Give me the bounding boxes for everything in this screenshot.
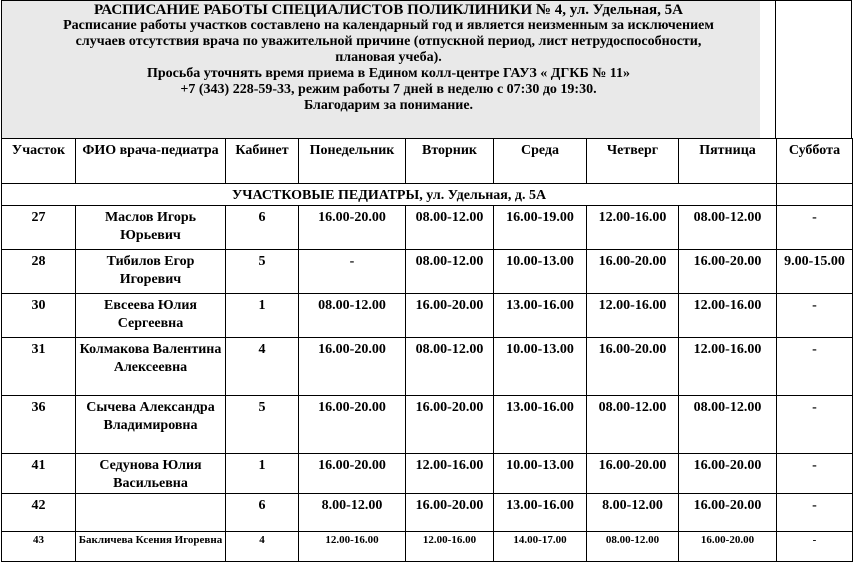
doctor-name-cell: Колмакова Валентина Алексеевна (76, 338, 226, 396)
monday-cell: 16.00-20.00 (299, 206, 406, 250)
table-row (2, 206, 853, 250)
uchastok-cell: 30 (2, 294, 76, 338)
uchastok-cell: 41 (2, 454, 76, 494)
uchastok-cell: 43 (2, 532, 76, 562)
wednesday-cell: 10.00-13.00 (494, 454, 587, 494)
table-row (2, 250, 853, 294)
saturday-cell: - (777, 494, 853, 532)
header-line: Просьба уточнять время приема в Едином колл-центре ГАУЗ « ДГКБ № 11» (146, 66, 630, 81)
saturday-cell: - (777, 294, 853, 338)
column-header: Участок (2, 139, 76, 184)
table-row (2, 396, 853, 454)
tuesday-cell: 12.00-16.00 (406, 454, 494, 494)
uchastok-cell: 31 (2, 338, 76, 396)
friday-cell: 16.00-20.00 (679, 532, 777, 562)
cabinet-cell: 4 (226, 338, 299, 396)
column-header: Суббота (777, 139, 853, 184)
header-line: плановая учеба). (335, 50, 442, 65)
saturday-cell: - (777, 396, 853, 454)
table-row (2, 532, 853, 562)
doctor-name-cell (76, 494, 226, 532)
friday-cell: 16.00-20.00 (679, 454, 777, 494)
tuesday-cell: 08.00-12.00 (406, 250, 494, 294)
monday-cell: 16.00-20.00 (299, 454, 406, 494)
column-header: Четверг (587, 139, 679, 184)
friday-cell: 12.00-16.00 (679, 338, 777, 396)
saturday-cell: - (777, 454, 853, 494)
thursday-cell: 16.00-20.00 (587, 454, 679, 494)
section-title: УЧАСТКОВЫЕ ПЕДИАТРЫ, ул. Удельная, д. 5А (2, 184, 777, 206)
friday-cell: 08.00-12.00 (679, 396, 777, 454)
cabinet-cell: 1 (226, 454, 299, 494)
doctor-name-cell: Маслов Игорь Юрьевич (76, 206, 226, 250)
column-header: Кабинет (226, 139, 299, 184)
monday-cell: 12.00-16.00 (299, 532, 406, 562)
table-row (2, 294, 853, 338)
tuesday-cell: 16.00-20.00 (406, 396, 494, 454)
doctor-name-cell: Бакличева Ксения Игоревна (76, 532, 226, 562)
schedule-title: РАСПИСАНИЕ РАБОТЫ СПЕЦИАЛИСТОВ ПОЛИКЛИНИКИ № 4, ул. Удельная, 5А (93, 2, 684, 18)
saturday-cell: 9.00-15.00 (777, 250, 853, 294)
doctor-name-cell: Евсеева Юлия Сергеевна (76, 294, 226, 338)
thursday-cell: 08.00-12.00 (587, 396, 679, 454)
column-header: Вторник (406, 139, 494, 184)
friday-cell: 16.00-20.00 (679, 250, 777, 294)
thursday-cell: 08.00-12.00 (587, 532, 679, 562)
table-row (2, 454, 853, 494)
uchastok-cell: 36 (2, 396, 76, 454)
tuesday-cell: 12.00-16.00 (406, 532, 494, 562)
saturday-cell: - (777, 206, 853, 250)
wednesday-cell: 14.00-17.00 (494, 532, 587, 562)
wednesday-cell: 13.00-16.00 (494, 294, 587, 338)
column-header: Понедельник (299, 139, 406, 184)
cabinet-cell: 4 (226, 532, 299, 562)
cabinet-cell: 6 (226, 206, 299, 250)
doctor-name-cell: Седунова Юлия Васильевна (76, 454, 226, 494)
tuesday-cell: 08.00-12.00 (406, 338, 494, 396)
cabinet-cell: 1 (226, 294, 299, 338)
table-row (2, 494, 853, 532)
saturday-cell: - (777, 338, 853, 396)
wednesday-cell: 16.00-19.00 (494, 206, 587, 250)
friday-cell: 16.00-20.00 (679, 494, 777, 532)
monday-cell: 8.00-12.00 (299, 494, 406, 532)
header-line: +7 (343) 228-59-33, режим работы 7 дней в неделю с 07:30 до 19:30. (180, 82, 597, 97)
cabinet-cell: 6 (226, 494, 299, 532)
wednesday-cell: 10.00-13.00 (494, 250, 587, 294)
column-header: ФИО врача-педиатра (76, 139, 226, 184)
uchastok-cell: 28 (2, 250, 76, 294)
wednesday-cell: 10.00-13.00 (494, 338, 587, 396)
thursday-cell: 16.00-20.00 (587, 250, 679, 294)
schedule-table (1, 138, 853, 562)
monday-cell: 16.00-20.00 (299, 396, 406, 454)
thursday-cell: 12.00-16.00 (587, 206, 679, 250)
saturday-cell: - (777, 532, 853, 562)
header-corner-cell (776, 0, 852, 138)
schedule-header (1, 0, 776, 138)
schedule-sheet (1, 0, 852, 562)
column-header-row (2, 139, 853, 184)
header-line: Расписание работы участков составлено на календарный год и является неизменным за исключением (63, 18, 714, 33)
monday-cell: 16.00-20.00 (299, 338, 406, 396)
section-empty-cell (777, 184, 853, 206)
tuesday-cell: 08.00-12.00 (406, 206, 494, 250)
doctor-name-cell: Тибилов Егор Игоревич (76, 250, 226, 294)
thursday-cell: 8.00-12.00 (587, 494, 679, 532)
uchastok-cell: 27 (2, 206, 76, 250)
header-line: случаев отсутствия врача по уважительной причине (отпускной период, лист нетрудоспособности, (75, 34, 702, 49)
monday-cell: - (299, 250, 406, 294)
doctor-name-cell: Сычева Александра Владимировна (76, 396, 226, 454)
header-line: Благодарим за понимание. (303, 98, 474, 113)
cabinet-cell: 5 (226, 396, 299, 454)
thursday-cell: 12.00-16.00 (587, 294, 679, 338)
tuesday-cell: 16.00-20.00 (406, 494, 494, 532)
cabinet-cell: 5 (226, 250, 299, 294)
tuesday-cell: 16.00-20.00 (406, 294, 494, 338)
friday-cell: 08.00-12.00 (679, 206, 777, 250)
table-row (2, 338, 853, 396)
uchastok-cell: 42 (2, 494, 76, 532)
wednesday-cell: 13.00-16.00 (494, 396, 587, 454)
section-row (2, 184, 853, 206)
thursday-cell: 16.00-20.00 (587, 338, 679, 396)
column-header: Пятница (679, 139, 777, 184)
friday-cell: 12.00-16.00 (679, 294, 777, 338)
column-header: Среда (494, 139, 587, 184)
wednesday-cell: 13.00-16.00 (494, 494, 587, 532)
monday-cell: 08.00-12.00 (299, 294, 406, 338)
